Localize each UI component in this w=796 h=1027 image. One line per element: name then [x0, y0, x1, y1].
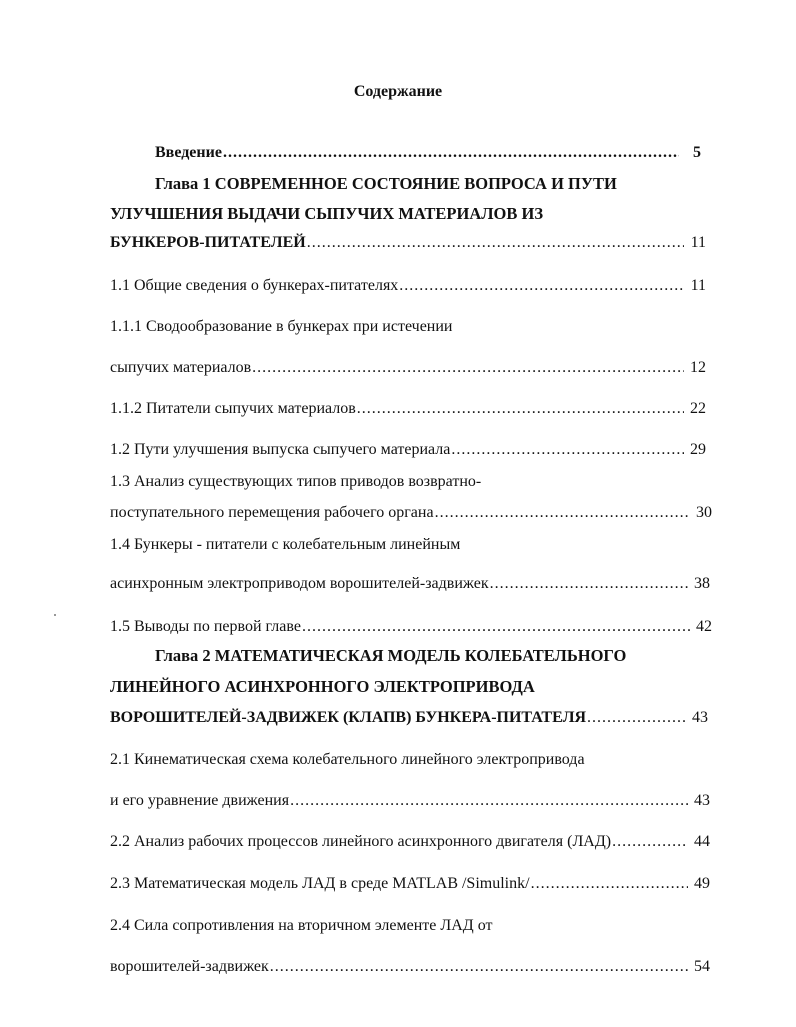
toc-entry-1-1-1-line-1: 1.1.1 Сводообразование в бункерах при истечении [110, 318, 453, 335]
page-title: Содержание [353, 83, 443, 100]
toc-chapter-2-line-2: ЛИНЕЙНОГО АСИНХРОННОГО ЭЛЕКТРОПРИВОДА [110, 677, 535, 696]
toc-page-number: 43 [692, 709, 708, 726]
dot-leader [399, 276, 684, 296]
toc-entry-2-3 [110, 874, 710, 894]
toc-entry-text: 1.2 Пути улучшения выпуска сыпучего материала [110, 441, 451, 458]
toc-page-number: 43 [694, 792, 710, 809]
toc-page-number: 22 [690, 400, 706, 417]
toc-entry-text: и его уравнение движения [110, 792, 290, 809]
toc-page-number: 5 [693, 144, 701, 161]
toc-page-number: 30 [696, 504, 712, 521]
toc-entry-text: сыпучих материалов [110, 359, 252, 376]
dot-leader [612, 832, 688, 852]
toc-page-number: 44 [694, 833, 710, 850]
toc-chapter-2-line-1: Глава 2 МАТЕМАТИЧЕСКАЯ МОДЕЛЬ КОЛЕБАТЕЛЬНОГО [155, 646, 627, 665]
toc-entry-text: Введение [155, 144, 222, 161]
toc-page-number: 12 [690, 359, 706, 376]
toc-entry-2-1-line-1: 2.1 Кинематическая схема колебательного линейного электропривода [110, 751, 585, 768]
toc-entry-text: асинхронным электроприводом ворошителей-задвижек [110, 575, 489, 592]
toc-chapter-2-line-3 [110, 708, 708, 728]
toc-page-number: 49 [694, 875, 710, 892]
toc-page-number: 38 [694, 575, 710, 592]
dot-leader [307, 233, 684, 253]
toc-entry-text: 2.3 Математическая модель ЛАД в среде MATLAB /Simulink/ [110, 875, 530, 892]
toc-page-number: 11 [690, 277, 706, 294]
toc-entry-text: ВОРОШИТЕЛЕЙ-ЗАДВИЖЕК (КЛАПВ) БУНКЕРА-ПИТАТЕЛЯ [110, 709, 587, 726]
toc-entry-2-2 [110, 832, 710, 852]
toc-entry-1-4-line-2 [110, 574, 710, 594]
dot-leader [435, 503, 690, 523]
toc-entry-2-1-line-2 [110, 791, 710, 811]
toc-chapter-1-line-3 [110, 233, 706, 253]
dot-leader [302, 617, 690, 637]
dot-leader [223, 143, 679, 163]
dot-leader [531, 874, 688, 894]
toc-page-number: 54 [694, 958, 710, 975]
dot-leader [290, 791, 688, 811]
toc-entry-1-5 [110, 617, 712, 637]
toc-entry-introduction [155, 143, 701, 163]
dot-leader [252, 358, 684, 378]
toc-entry-1-3-line-1: 1.3 Анализ существующих типов приводов возвратно- [110, 473, 482, 490]
toc-entry-2-4-line-2 [110, 957, 710, 977]
toc-entry-text: 1.5 Выводы по первой главе [110, 618, 301, 635]
dot-leader [587, 708, 686, 728]
toc-entry-1-1-1-line-2 [110, 358, 706, 378]
toc-entry-1-4-line-1: 1.4 Бункеры - питатели с колебательным линейным [110, 536, 461, 553]
toc-entry-text: 1.1.2 Питатели сыпучих материалов [110, 400, 356, 417]
toc-entry-2-4-line-1: 2.4 Сила сопротивления на вторичном элементе ЛАД от [110, 917, 493, 934]
dot-leader [451, 440, 684, 460]
toc-entry-1-1-2 [110, 399, 706, 419]
toc-chapter-1-line-2: УЛУЧШЕНИЯ ВЫДАЧИ СЫПУЧИХ МАТЕРИАЛОВ ИЗ [110, 204, 544, 223]
dot-leader [490, 574, 688, 594]
toc-entry-1-1 [110, 276, 706, 296]
toc-chapter-1-line-1: Глава 1 СОВРЕМЕННОЕ СОСТОЯНИЕ ВОПРОСА И ПУТИ [155, 174, 617, 193]
dot-leader [357, 399, 684, 419]
toc-entry-text: 2.2 Анализ рабочих процессов линейного асинхронного двигателя (ЛАД) [110, 833, 612, 850]
toc-entry-text: ворошителей-задвижек [110, 958, 269, 975]
toc-page-number: 29 [690, 441, 706, 458]
scan-speck [54, 614, 56, 616]
toc-entry-text: БУНКЕРОВ-ПИТАТЕЛЕЙ [110, 234, 306, 251]
toc-entry-text: поступательного перемещения рабочего органа [110, 504, 434, 521]
toc-entry-1-3-line-2 [110, 503, 712, 523]
toc-page-number: 11 [690, 234, 706, 251]
toc-entry-text: 1.1 Общие сведения о бункерах-питателях [110, 277, 399, 294]
dot-leader [270, 957, 688, 977]
toc-page-number: 42 [696, 618, 712, 635]
toc-entry-1-2 [110, 440, 706, 460]
